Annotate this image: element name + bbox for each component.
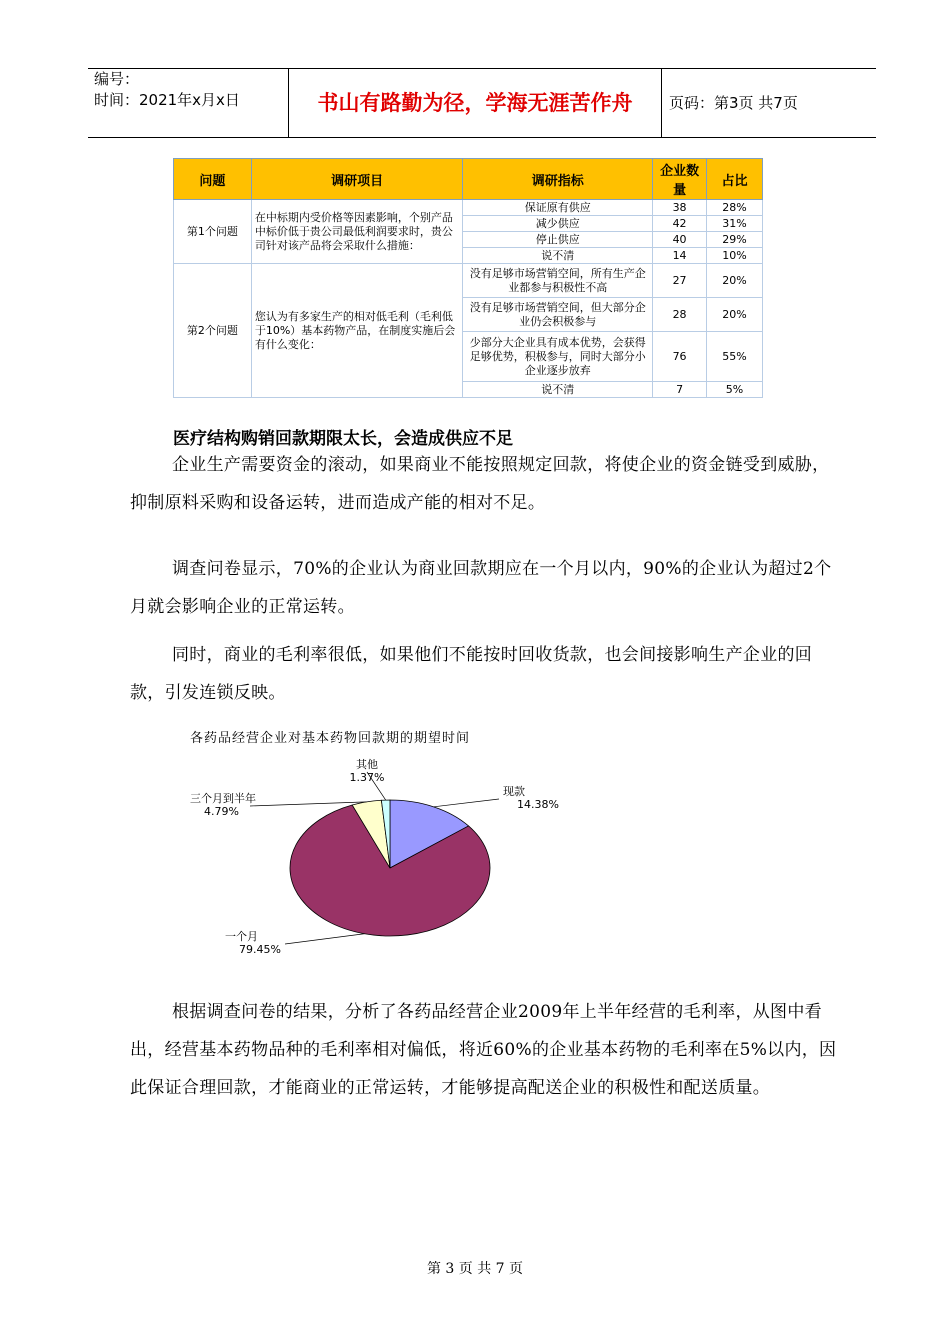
pct-cell: 29%	[707, 232, 763, 248]
slice-value-label: 14.38%	[517, 798, 559, 811]
page-footer: 第 3 页 共 7 页	[426, 1261, 524, 1277]
slice-label: 其他	[356, 758, 378, 771]
paragraph: 同时，商业的毛利率很低，如果他们不能按时回收货款，也会间接影响生产企业的回款，引发连锁反映。	[130, 645, 813, 703]
col-header-ratio: 占比	[707, 159, 763, 200]
count-cell: 28	[653, 298, 707, 332]
indicator-cell: 说不清	[463, 248, 653, 264]
page-header	[88, 68, 876, 138]
header-meta	[88, 69, 294, 137]
count-cell: 38	[653, 200, 707, 216]
pct-cell: 31%	[707, 216, 763, 232]
chart-title: 各药品经营企业对基本药物回款期的期望时间	[190, 731, 471, 746]
indicator-cell: 少部分大企业具有成本优势，会获得足够优势，积极参与，同时大部分小企业逐步放弃	[463, 332, 653, 382]
question-name: 第1个问题	[174, 200, 252, 264]
section-heading: 医疗结构购销回款期限太长，会造成供应不足	[173, 429, 513, 449]
paragraph: 调查问卷显示，70%的企业认为商业回款期应在一个月以内，90%的企业认为超过2个月就会影响企业的正常运转。	[130, 559, 832, 617]
header-number: 编号：	[94, 70, 140, 88]
count-cell: 27	[653, 264, 707, 298]
header-time: 时间：2021年x月x日	[94, 91, 240, 109]
slice-value-label: 1.37%	[349, 771, 385, 784]
leader-line	[250, 802, 367, 806]
indicator-cell: 减少供应	[463, 216, 653, 232]
survey-table	[173, 158, 763, 398]
indicator-cell: 说不清	[463, 382, 653, 398]
leader-line	[285, 934, 364, 944]
pie-chart	[185, 740, 585, 965]
count-cell: 76	[653, 332, 707, 382]
question-item: 在中标期内受价格等因素影响，个别产品中标价低于贵公司最低利润要求时，贵公司针对该产品将会采取什么措施：	[251, 200, 463, 264]
question-name: 第2个问题	[174, 264, 252, 398]
pct-cell: 20%	[707, 264, 763, 298]
closing-paragraph: 根据调查问卷的结果，分析了各药品经营企业2009年上半年经营的毛利率，从图中看出，经营基本药物品种的毛利率相对偏低，将近60%的企业基本药物的毛利率在5%以内，因此保证合理回款，才能商业的正常运转，才能够提高配送企业的积极性和配送质量。	[130, 1002, 837, 1098]
pct-cell: 20%	[707, 298, 763, 332]
slice-value-label: 79.45%	[239, 943, 281, 956]
pct-cell: 28%	[707, 200, 763, 216]
indicator-cell: 没有足够市场营销空间，所有生产企业都参与积极性不高	[463, 264, 653, 298]
pct-cell: 10%	[707, 248, 763, 264]
slice-label: 三个月到半年	[190, 792, 256, 805]
leader-line	[434, 799, 499, 807]
col-header-item: 调研项目	[251, 159, 463, 200]
table-row	[174, 200, 763, 216]
col-header-question: 问题	[174, 159, 252, 200]
header-motto: 书山有路勤为径，学海无涯苦作舟	[288, 69, 662, 137]
count-cell: 7	[653, 382, 707, 398]
question-item: 您认为有多家生产的相对低毛利（毛利低于10%）基本药物产品，在制度实施后会有什么变化：	[251, 264, 463, 398]
indicator-cell: 保证原有供应	[463, 200, 653, 216]
paragraph: 企业生产需要资金的滚动，如果商业不能按照规定回款，将使企业的资金链受到威胁，抑制原料采购和设备运转，进而造成产能的相对不足。	[130, 455, 830, 513]
col-header-indicator: 调研指标	[463, 159, 653, 200]
slice-value-label: 4.79%	[204, 805, 239, 818]
indicator-cell: 没有足够市场营销空间，但大部分企业仍会积极参与	[463, 298, 653, 332]
slice-label: 现款	[503, 785, 525, 798]
col-header-count: 企业数量	[653, 159, 707, 200]
pct-cell: 5%	[707, 382, 763, 398]
count-cell: 42	[653, 216, 707, 232]
table-row	[174, 264, 763, 298]
count-cell: 40	[653, 232, 707, 248]
indicator-cell: 停止供应	[463, 232, 653, 248]
table-header-row	[174, 159, 763, 200]
pct-cell: 55%	[707, 332, 763, 382]
header-page-number: 页码：第3页 共7页	[669, 94, 798, 112]
slice-label: 一个月	[225, 930, 258, 943]
count-cell: 14	[653, 248, 707, 264]
